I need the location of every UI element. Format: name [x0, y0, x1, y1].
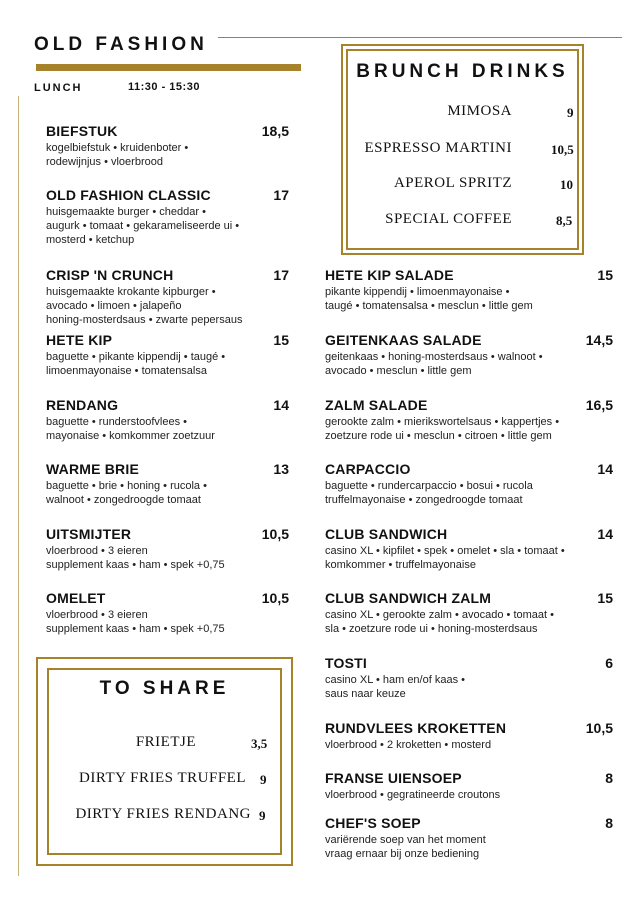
item-price: 10,5: [261, 526, 289, 542]
item-description: huisgemaakte burger • cheddar • augurk • tomaat • gekarameliseerde ui • mosterd • ketchup: [46, 206, 240, 246]
item-price: 14: [597, 526, 613, 542]
page-title: OLD FASHION: [34, 34, 208, 55]
item-description: baguette • pikante kippendij • taugé • limoenmayonaise • tomatensalsa: [46, 351, 226, 377]
share-item-price: 9: [260, 772, 267, 787]
item-price: 6: [605, 655, 613, 671]
item-name: GEITENKAAS SALADE: [325, 332, 482, 348]
drink-price: 8,5: [556, 213, 573, 228]
item-name: OLD FASHION CLASSIC: [46, 187, 211, 203]
item-description: vloerbrood • gegratineerde croutons: [325, 789, 501, 801]
drink-name: SPECIAL COFFEE: [385, 211, 512, 227]
item-price: 13: [273, 461, 289, 477]
share-item-name: FRIETJE: [135, 734, 196, 750]
item-description: baguette • runderstoofvlees • mayonaise • komkommer zoetzuur: [46, 416, 215, 442]
item-price: 15: [597, 590, 613, 606]
item-price: 14: [597, 461, 613, 477]
item-price: 14,5: [585, 332, 613, 348]
item-name: UITSMIJTER: [46, 526, 132, 542]
drink-name: ESPRESSO MARTINI: [364, 140, 512, 156]
item-description: vloerbrood • 2 kroketten • mosterd: [325, 739, 492, 751]
item-name: HETE KIP: [46, 332, 113, 348]
share-item-name: DIRTY FRIES TRUFFEL: [79, 770, 246, 786]
item-description: kogelbiefstuk • kruidenboter • rodewijnjus • vloerbrood: [46, 142, 189, 168]
item-name: FRANSE UIENSOEP: [325, 770, 462, 786]
item-name: BIEFSTUK: [46, 123, 118, 139]
item-price: 10,5: [585, 720, 613, 736]
item-name: WARME BRIE: [46, 461, 139, 477]
to-share-title: TO SHARE: [99, 678, 230, 699]
item-description: variërende soep van het moment vraag ernaar bij onze bediening: [325, 834, 486, 860]
item-description: vloerbrood • 3 eieren supplement kaas • ham • spek +0,75: [46, 609, 225, 635]
item-name: ZALM SALADE: [325, 397, 428, 413]
item-description: vloerbrood • 3 eieren supplement kaas • ham • spek +0,75: [46, 545, 225, 571]
drink-price: 9: [567, 105, 574, 120]
item-price: 14: [273, 397, 289, 413]
drink-price: 10,5: [551, 142, 574, 157]
left-border-line: [18, 96, 19, 876]
item-description: baguette • brie • honing • rucola • walnoot • zongedroogde tomaat: [46, 480, 207, 506]
header-divider: [218, 37, 622, 38]
item-name: OMELET: [46, 590, 106, 606]
item-price: 8: [605, 815, 613, 831]
drink-name: APEROL SPRITZ: [393, 175, 512, 191]
lunch-label: LUNCH: [34, 82, 83, 94]
brunch-drinks-title: BRUNCH DRINKS: [356, 61, 569, 82]
item-price: 17: [273, 187, 289, 203]
item-description: casino XL • ham en/of kaas • saus naar keuze: [325, 674, 465, 700]
share-item-price: 9: [259, 808, 266, 823]
share-item-price: 3,5: [251, 736, 268, 751]
item-description: casino XL • kipfilet • spek • omelet • sla • tomaat • komkommer • truffelmayonaise: [325, 545, 565, 571]
item-name: CARPACCIO: [325, 461, 411, 477]
item-price: 16,5: [585, 397, 613, 413]
item-description: baguette • rundercarpaccio • bosui • rucola truffelmayonaise • zongedroogde tomaat: [325, 480, 533, 506]
lunch-hours: 11:30 - 15:30: [128, 81, 200, 93]
item-description: geitenkaas • honing-mosterdsaus • walnoot • avocado • mesclun • little gem: [325, 351, 543, 377]
item-price: 15: [273, 332, 289, 348]
item-name: CRISP 'N CRUNCH: [46, 267, 174, 283]
item-description: pikante kippendij • limoenmayonaise • taugé • tomatensalsa • mesclun • little gem: [325, 286, 533, 312]
item-name: CLUB SANDWICH: [325, 526, 448, 542]
to-share-box: [36, 657, 293, 866]
drink-name: MIMOSA: [447, 103, 512, 119]
item-name: HETE KIP SALADE: [325, 267, 454, 283]
item-price: 18,5: [261, 123, 289, 139]
item-name: RENDANG: [46, 397, 119, 413]
item-price: 10,5: [261, 590, 289, 606]
item-name: RUNDVLEES KROKETTEN: [325, 720, 507, 736]
item-price: 8: [605, 770, 613, 786]
item-name: TOSTI: [325, 655, 367, 671]
item-name: CLUB SANDWICH ZALM: [325, 590, 492, 606]
item-description: huisgemaakte krokante kipburger • avocado • limoen • jalapeño honing-mosterdsaus • zwarte pepersaus: [46, 286, 243, 326]
item-description: casino XL • gerookte zalm • avocado • tomaat • sla • zoetzure rode ui • honing-mosterdsaus: [325, 609, 555, 635]
drink-price: 10: [560, 177, 573, 192]
item-price: 15: [597, 267, 613, 283]
header-accent-bar: [36, 64, 301, 71]
item-price: 17: [273, 267, 289, 283]
item-name: CHEF'S SOEP: [325, 815, 421, 831]
share-item-name: DIRTY FRIES RENDANG: [75, 806, 251, 822]
brunch-drinks-box: [341, 44, 584, 255]
item-description: gerookte zalm • mierikswortelsaus • kappertjes • zoetzure rode ui • mesclun • citroen • little gem: [325, 416, 560, 442]
